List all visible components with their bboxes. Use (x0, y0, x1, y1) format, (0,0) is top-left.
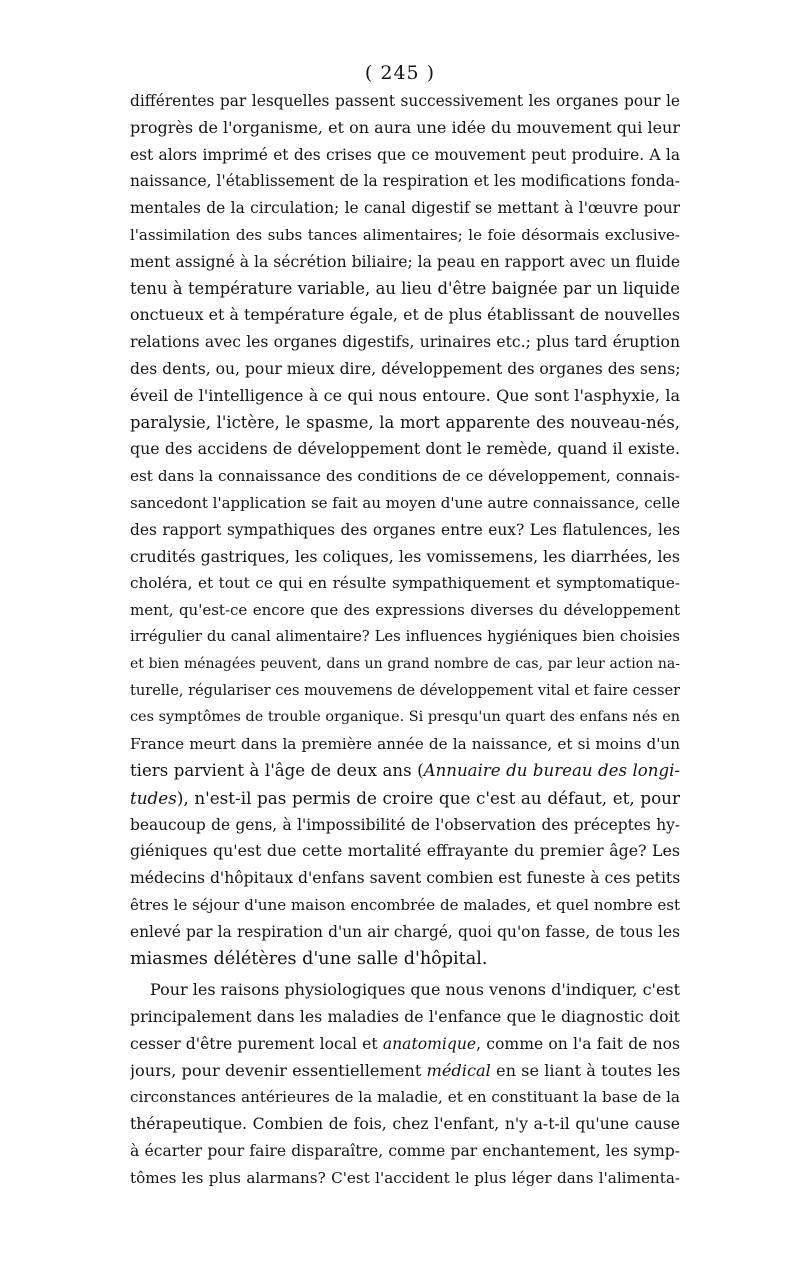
paragraph-end-line: miasmes délétères d'une salle d'hôpital. (130, 948, 488, 969)
text-line: paralysie, l'ictère, le spasme, la mort apparente des nouveau-nés, (130, 412, 680, 432)
text-line: mentales de la circulation; le canal digestif se mettant à l'œuvre pour (130, 199, 680, 218)
text-line: principalement dans les maladies de l'enfance que le diagnostic doit (130, 1007, 680, 1027)
citation-italic: Annuaire du bureau des longi- (423, 760, 680, 780)
text-line: et bien ménagées peuvent, dans un grand nombre de cas, par leur action na- (130, 655, 680, 672)
text-line: tômes les plus alarmans? C'est l'accident le plus léger dans l'alimenta- (130, 1168, 680, 1187)
text-line: onctueux et à température égale, et de plus établissant de nouvelles (130, 305, 680, 325)
text-line: ces symptômes de trouble organique. Si presqu'un quart des enfans nés en (130, 709, 680, 726)
text-line: des rapport sympathiques des organes entre eux? Les flatulences, les (130, 520, 680, 539)
text-line: est alors imprimé et des crises que ce mouvement peut produire. A la (130, 145, 680, 164)
text-line: ment, qu'est-ce encore que des expressions diverses du développement (130, 601, 680, 620)
body-text (130, 88, 680, 1192)
text-line: choléra, et tout ce qui en résulte sympathiquement et symptomatique- (130, 574, 680, 593)
text-line: tenu à température variable, au lieu d'être baignée par un liquide (130, 278, 680, 298)
text-line: jours, pour devenir essentiellement médical en se liant à toutes les (130, 1060, 680, 1080)
text-line: l'assimilation des subs tances alimentaires; le foie désormais exclusive- (130, 225, 680, 244)
text-line: ment assigné à la sécrétion biliaire; la peau en rapport avec un fluide (130, 252, 680, 271)
text-line: cesser d'être purement local et anatomique, comme on l'a fait de nos (130, 1034, 680, 1053)
text-line: tiers parvient à l'âge de deux ans (Annuaire du bureau des longi- (130, 760, 680, 780)
text-line: enlevé par la respiration d'un air chargé, quoi qu'on fasse, de tous les (130, 922, 680, 941)
text-line: progrès de l'organisme, et on aura une idée du mouvement qui leur (130, 117, 680, 137)
text-line: relations avec les organes digestifs, urinaires etc.; plus tard éruption (130, 333, 680, 352)
text-line: différentes par lesquelles passent successivement les organes pour le (130, 92, 680, 110)
text-line: sancedont l'application se fait au moyen d'une autre connaissance, celle (130, 493, 680, 512)
emphasis-italic: médical (426, 1060, 491, 1080)
text-line: France meurt dans la première année de la naissance, et si moins d'un (130, 735, 680, 754)
text-line: thérapeutique. Combien de fois, chez l'enfant, n'y a-t-il qu'une cause (130, 1115, 680, 1134)
text-line: giéniques qu'est due cette mortalité effrayante du premier âge? Les (130, 841, 680, 861)
paragraph-start-line: Pour les raisons physiologiques que nous venons d'indiquer, c'est (150, 980, 680, 1000)
emphasis-italic: anatomique (382, 1034, 477, 1053)
text-line: éveil de l'intelligence à ce qui nous entoure. Que sont l'asphyxie, la (130, 385, 680, 405)
citation-italic: tudes (130, 787, 177, 808)
text-line: des dents, ou, pour mieux dire, développement des organes des sens; (130, 359, 680, 378)
text-line: médecins d'hôpitaux d'enfans savent combien est funeste à ces petits (130, 869, 680, 888)
text-line: circonstances antérieures de la maladie, et en constituant la base de la (130, 1088, 680, 1107)
text-line: crudités gastriques, les coliques, les vomissemens, les diarrhées, les (130, 546, 680, 566)
text-line: beaucoup de gens, à l'impossibilité de l'observation des préceptes hy- (130, 815, 680, 834)
text-line: à écarter pour faire disparaître, comme par enchantement, les symp- (130, 1142, 680, 1161)
text-line: irrégulier du canal alimentaire? Les influences hygiéniques bien choisies (130, 627, 680, 645)
text-line: turelle, régulariser ces mouvemens de développement vital et faire cesser (130, 681, 680, 699)
text-line: est dans la connaissance des conditions de ce développement, connais- (130, 467, 680, 486)
text-line: tudes), n'est-il pas permis de croire que c'est au défaut, et, pour (130, 787, 680, 808)
text-line: naissance, l'établissement de la respiration et les modifications fonda- (130, 172, 680, 191)
text-line: que des accidens de développement dont le remède, quand il existe. (130, 439, 680, 459)
text-line: êtres le séjour d'une maison encombrée de malades, et quel nombre est (130, 895, 680, 914)
page-number: ( 245 ) (364, 62, 436, 84)
